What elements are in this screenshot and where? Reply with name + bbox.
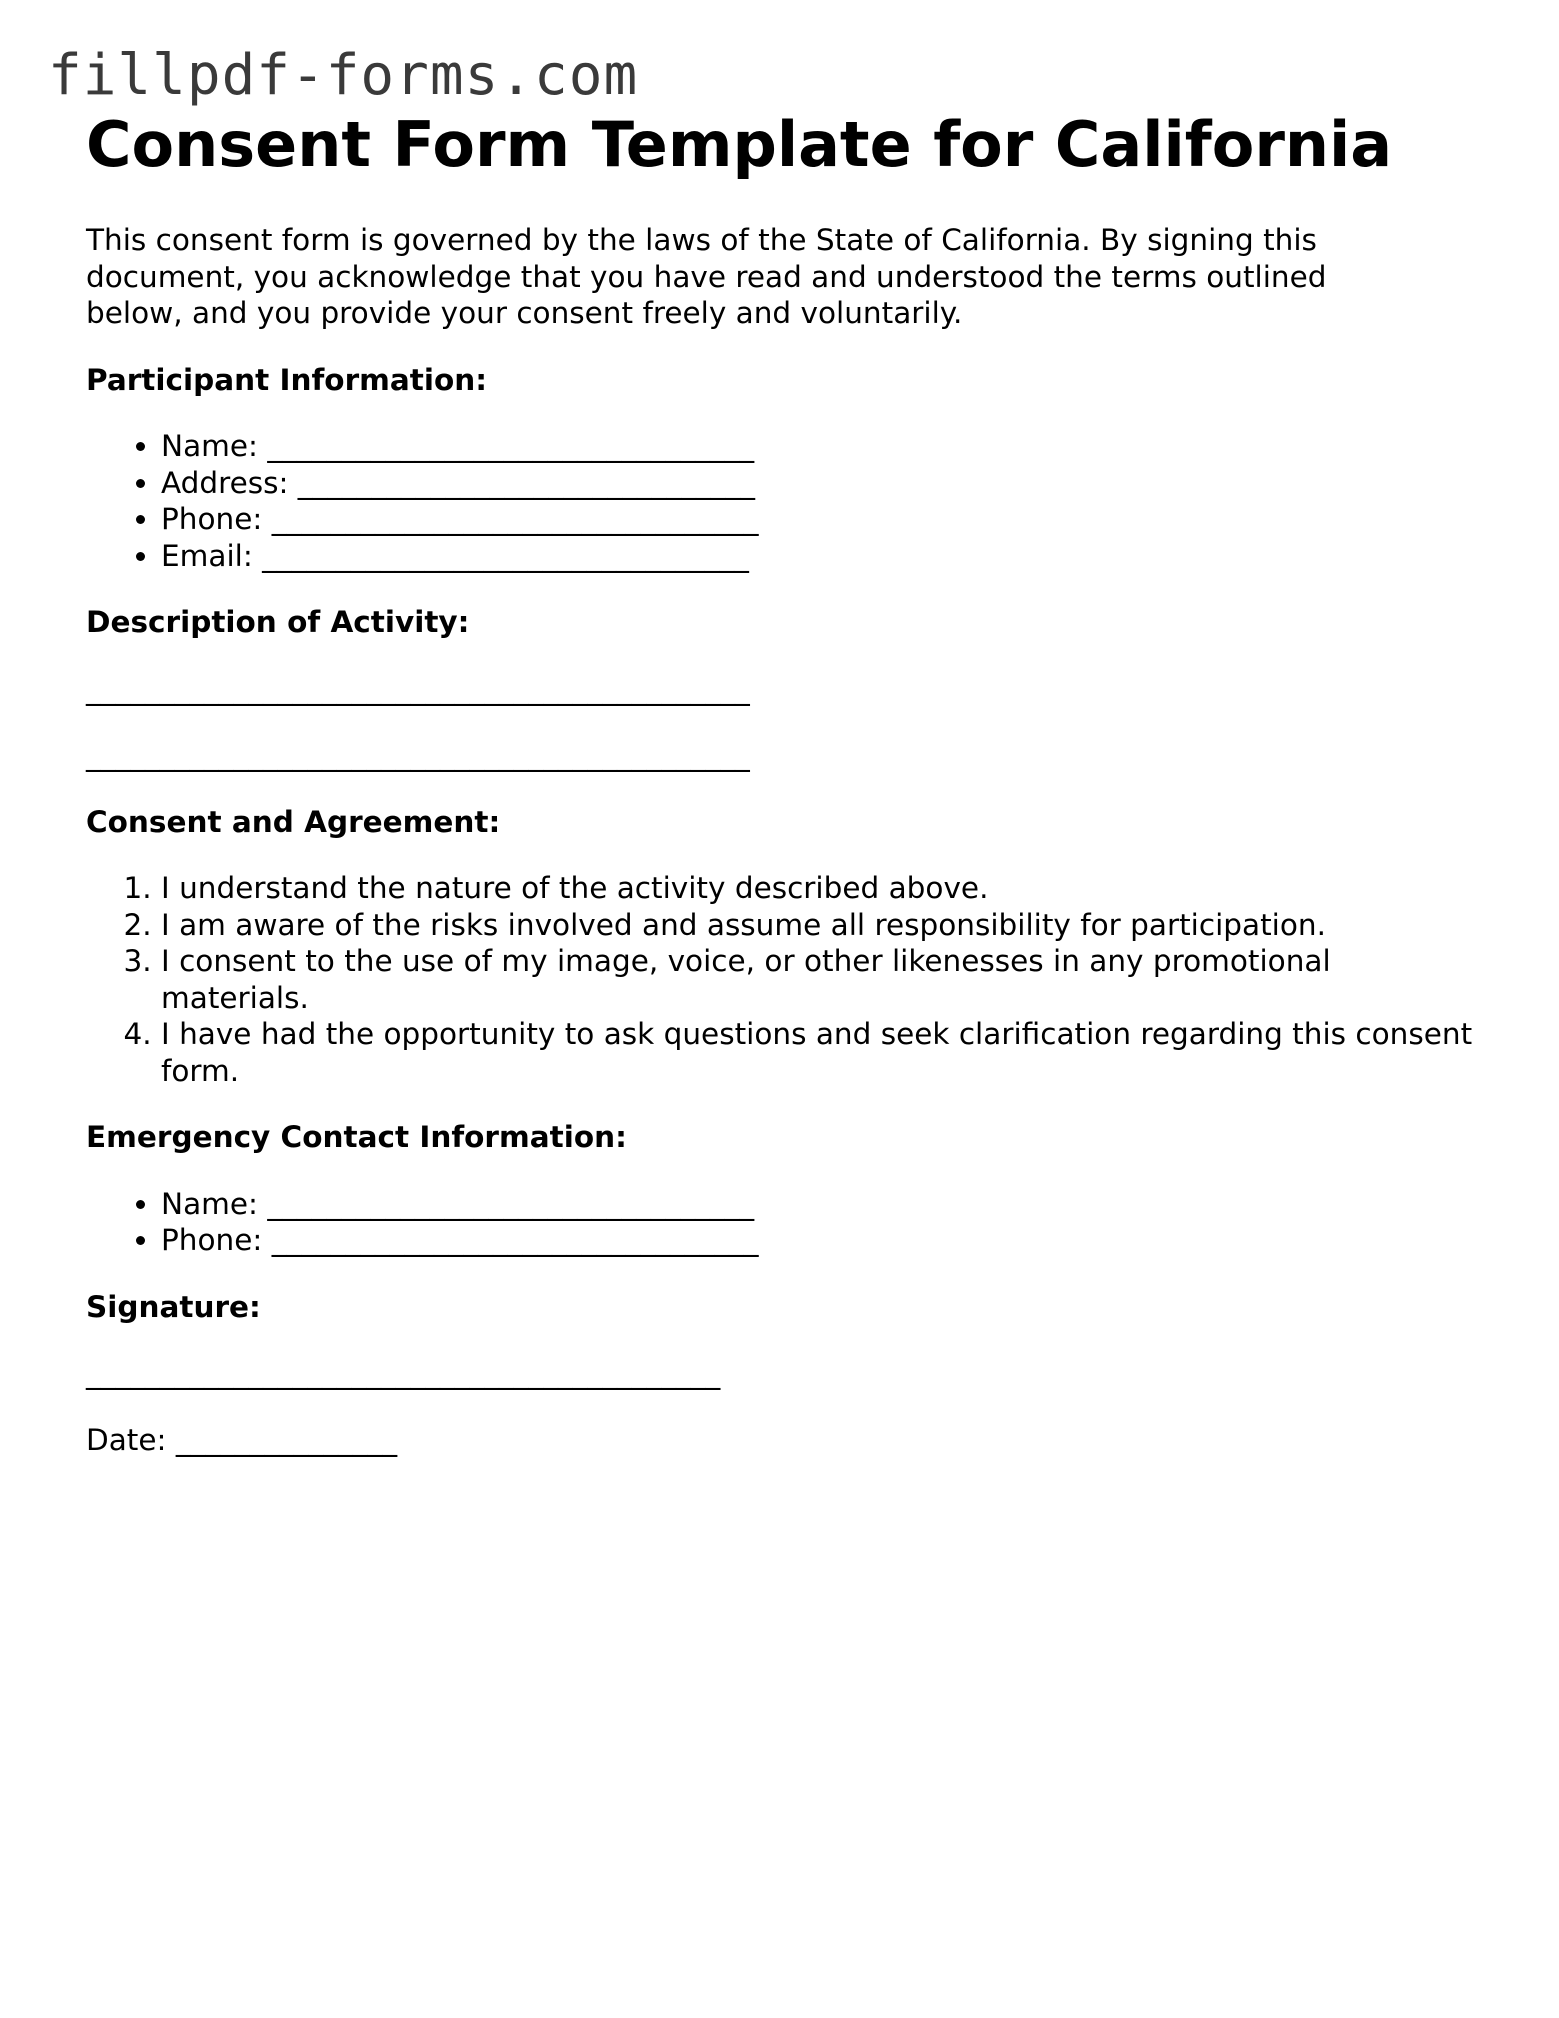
document-body: [86, 108, 1486, 1458]
emergency-name-field[interactable]: • Name: _________________________________: [161, 1186, 1486, 1223]
activity-heading: Description of Activity:: [86, 605, 470, 640]
intro-paragraph: This consent form is governed by the laws of the State of California. By signing this document, you acknowledge that you have read and understood the terms outlined below, and you provide your consent freely and voluntarily.: [86, 223, 1327, 331]
participant-phone-field[interactable]: • Phone: _________________________________: [161, 501, 1486, 538]
activity-lines: [86, 671, 1486, 774]
signature-heading: Signature:: [86, 1289, 261, 1324]
signature-line[interactable]: ___________________________________________: [86, 1356, 721, 1391]
consent-item-1: 1. I understand the nature of the activity described above.: [161, 870, 1486, 907]
consent-item-2: 2. I am aware of the risks involved and assume all responsibility for participation.: [161, 907, 1486, 944]
page-title: Consent Form Template for California: [86, 108, 1393, 181]
participant-address-field[interactable]: • Address: _______________________________: [161, 465, 1486, 502]
participant-email-field[interactable]: • Email: _________________________________: [161, 538, 1486, 575]
participant-fields: [86, 428, 1486, 574]
consent-heading: Consent and Agreement:: [86, 804, 501, 839]
watermark: fillpdf-forms.com: [48, 43, 639, 108]
date-field[interactable]: Date: _______________: [86, 1422, 398, 1457]
consent-item-4: 4. I have had the opportunity to ask questions and seek clarification regarding this consent form.: [161, 1016, 1486, 1089]
emergency-fields: [86, 1186, 1486, 1259]
emergency-heading: Emergency Contact Information:: [86, 1120, 627, 1155]
consent-item-3: 3. I consent to the use of my image, voice, or other likenesses in any promotional materials.: [161, 943, 1486, 1016]
activity-line-1[interactable]: _____________________________________________: [86, 671, 750, 706]
participant-name-field[interactable]: • Name: _________________________________: [161, 428, 1486, 465]
activity-line-2[interactable]: _____________________________________________: [86, 738, 750, 773]
participant-heading: Participant Information:: [86, 362, 488, 397]
consent-list: [86, 870, 1486, 1089]
emergency-phone-field[interactable]: • Phone: _________________________________: [161, 1222, 1486, 1259]
